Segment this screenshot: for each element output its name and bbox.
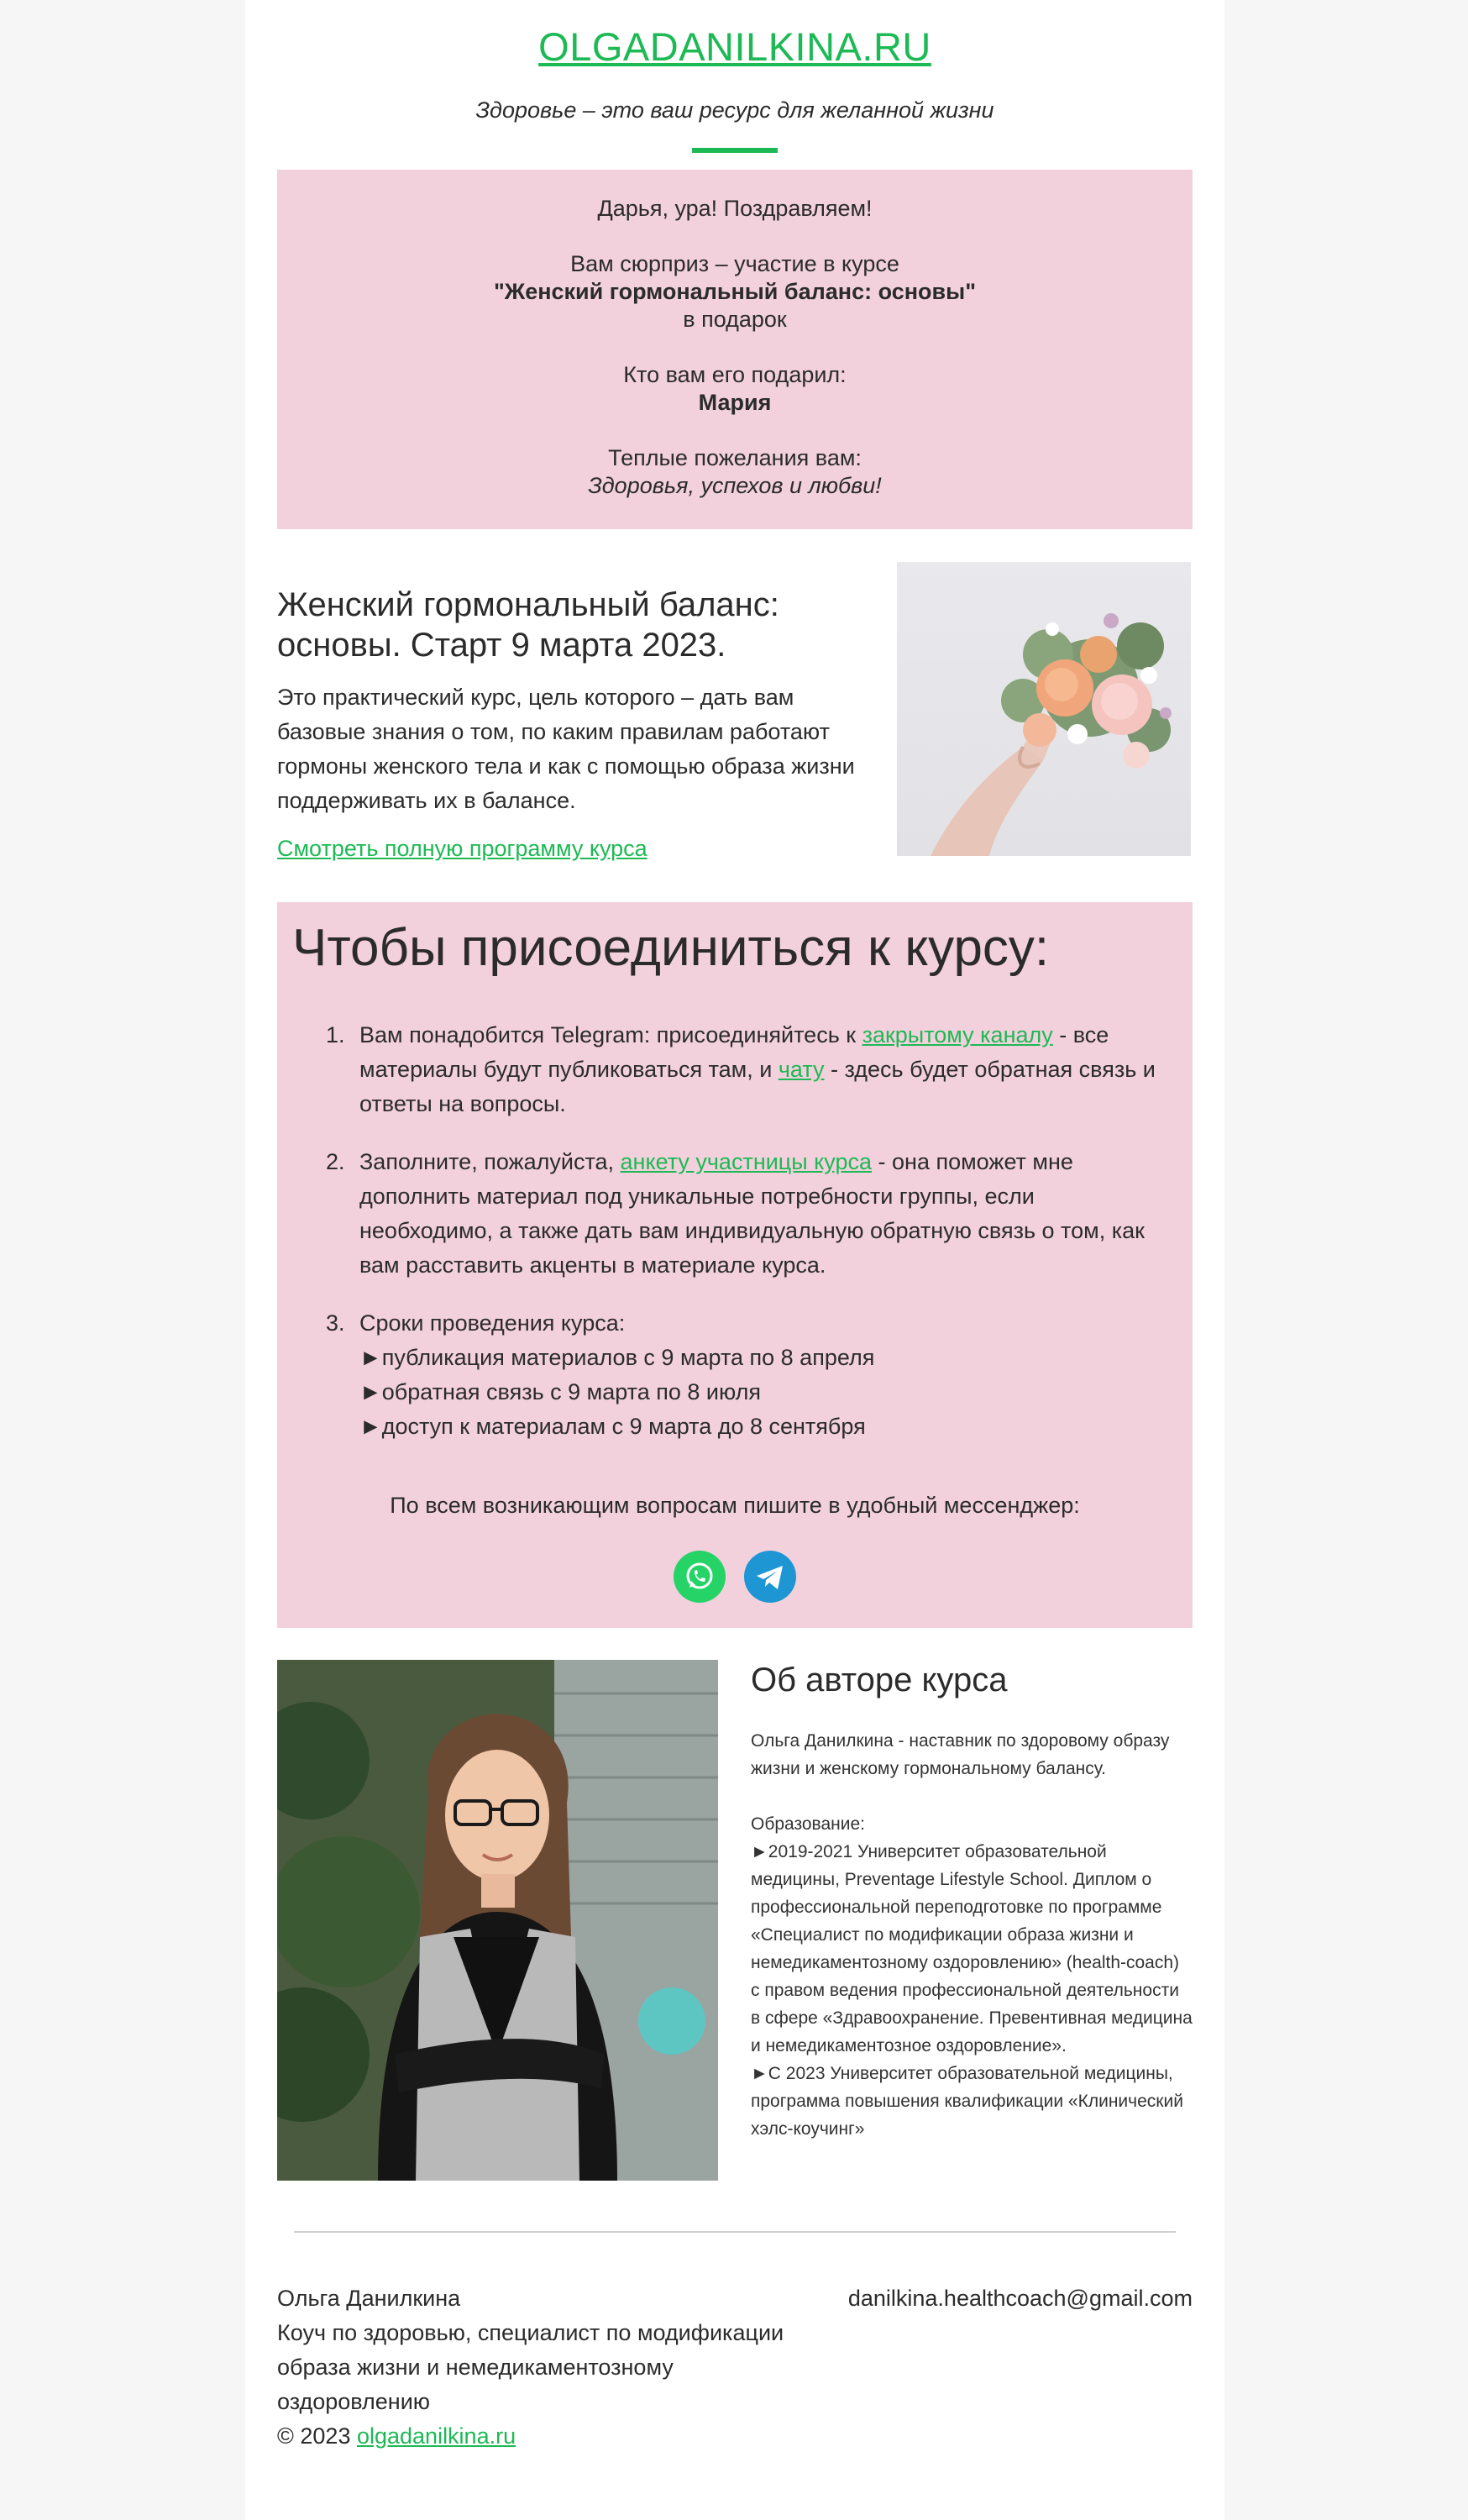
schedule-title: Сроки проведения курса: <box>359 1310 626 1336</box>
footer-role: Коуч по здоровью, специалист по модификации образа жизни и немедикаментозному оздоровлению <box>277 2320 784 2414</box>
whatsapp-icon <box>674 1551 726 1603</box>
schedule-line: ►доступ к материалам с 9 марта до 8 сентября <box>359 1414 866 1439</box>
messenger-prompt: По всем возникающим вопросам пишите в удобный мессенджер: <box>390 1493 1080 1518</box>
flower-bouquet-image <box>897 562 1191 856</box>
education-item: ►2019-2021 Университет образовательной медицины, Preventage Lifestyle School. Диплом о профессиональной переподготовке по программе «Специалист по модификации образа жизни и немедикаментозному оздоровлению» (health-coach) с правом ведения профессиональной деятельности в сфере «Здравоохранение. Превентивная медицина и немедикаментозное оздоровление». <box>751 1842 1193 2055</box>
step-text: Заполните, пожалуйста, <box>359 1149 621 1174</box>
education-item: ►С 2023 Университет образовательной медицины, программа повышения квалификации «Клинический хэлс-коучинг» <box>751 2064 1183 2139</box>
course-program-link[interactable]: Смотреть полную программу курса <box>277 836 647 861</box>
step-text: - она поможет мне дополнить материал под уникальные потребности группы, если необходимо, а также дать вам индивидуальную обратную связь о том, как вам расставить акценты в материале курса. <box>359 1149 1145 1278</box>
chat-link[interactable]: чату <box>778 1057 825 1082</box>
author-bio <box>751 1727 1193 2143</box>
footer-name: Ольга Данилкина <box>277 2286 461 2311</box>
join-course-box <box>277 902 1193 1628</box>
step-text: Вам понадобится Telegram: присоединяйтесь к <box>359 1022 862 1047</box>
email-sheet <box>245 0 1224 2520</box>
greeting: Дарья, ура! Поздравляем! <box>597 196 873 221</box>
step-number: 1. <box>326 1022 345 1047</box>
footer-site-link[interactable]: olgadanilkina.ru <box>356 2423 516 2449</box>
education-label: Образование: <box>751 1814 865 1834</box>
copyright-text: © 2023 <box>277 2423 357 2449</box>
telegram-button[interactable] <box>744 1551 796 1603</box>
course-description: Это практический курс, цель которого – дать вам базовые знания о том, по каким правилам работают гормоны женского тела и как с помощью образа жизни поддерживать их в балансе. <box>277 685 855 813</box>
accent-divider <box>692 148 778 153</box>
step-text: - здесь будет обратная связь и ответы на вопросы. <box>359 1057 1156 1116</box>
join-steps-list <box>326 1018 1157 1467</box>
giver-name: Мария <box>698 390 772 415</box>
footer-copyright <box>277 2419 815 2454</box>
step-questionnaire <box>326 1145 1157 1283</box>
join-title: Чтобы присоединиться к курсу: <box>292 919 1050 977</box>
step-number: 2. <box>326 1149 345 1174</box>
questionnaire-link[interactable]: анкету участницы курса <box>620 1149 873 1174</box>
footer-signature <box>277 2281 815 2454</box>
wishes-text: Здоровья, успехов и любви! <box>588 473 882 498</box>
step-telegram <box>326 1018 1157 1121</box>
surprise-line: Вам сюрприз – участие в курсе <box>570 251 899 276</box>
author-intro: Ольга Данилкина - наставник по здоровому образу жизни и женскому гормональному балансу. <box>751 1731 1170 1778</box>
author-photo <box>277 1660 718 2181</box>
congrats-box <box>277 170 1193 529</box>
whatsapp-button[interactable] <box>674 1551 726 1603</box>
footer-divider <box>294 2231 1176 2233</box>
author-section-title: Об авторе курса <box>751 1662 1008 1698</box>
step-schedule <box>326 1306 1157 1444</box>
step-number: 3. <box>326 1310 345 1336</box>
wishes-label: Теплые пожелания вам: <box>608 445 862 470</box>
schedule-line: ►публикация материалов с 9 марта по 8 апреля <box>359 1345 875 1370</box>
schedule-line: ►обратная связь с 9 марта по 8 июля <box>359 1379 762 1404</box>
course-title: Женский гормональный баланс: основы. Старт 9 марта 2023. <box>277 586 779 664</box>
step-text: - все материалы будут публиковаться там, и <box>359 1022 1109 1082</box>
tagline: Здоровье – это ваш ресурс для желанной жизни <box>475 97 994 123</box>
footer-email[interactable]: danilkina.healthcoach@gmail.com <box>847 2286 1193 2311</box>
site-title-link[interactable]: OLGADANILKINA.RU <box>538 24 931 69</box>
private-channel-link[interactable]: закрытому каналу <box>862 1022 1053 1047</box>
gift-line: в подарок <box>683 307 787 332</box>
gift-course-name: "Женский гормональный баланс: основы" <box>493 279 976 304</box>
telegram-icon <box>744 1551 796 1603</box>
giver-label: Кто вам его подарил: <box>623 362 847 387</box>
